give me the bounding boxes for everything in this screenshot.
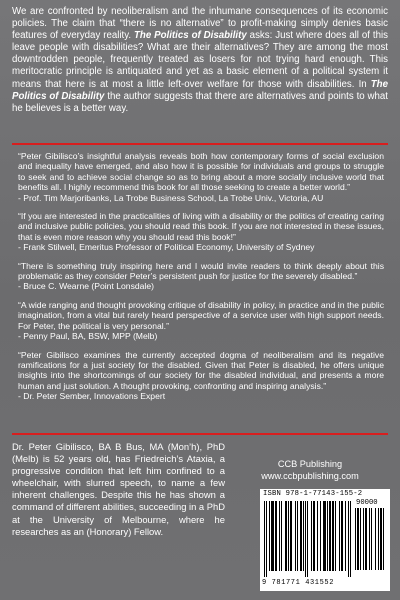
barcode-bar	[378, 508, 379, 570]
endorsement-3	[18, 261, 384, 292]
ean-barcode	[264, 501, 354, 579]
endorsement-text: “Peter Gibilisco examines the currently accepted dogma of neoliberalism and its negative ramifications for a just society for the disabled. Given that Peter is disabled, he offers unique insights into the shortcomings of our society for the disabled individual, and presents a more human and just solution. A thought provoking, confronting and inspiring analysis.”	[18, 349, 384, 391]
endorsement-4	[18, 300, 384, 342]
barcode-bar	[317, 501, 318, 571]
barcode-bar	[341, 501, 343, 571]
endorsement-2	[18, 211, 384, 253]
barcode-bar	[383, 508, 384, 570]
endorsement-text: “If you are interested in the practicalities of living with a disability or the politics of creating caring and inclusive public policies, you should read this book. If you are not interested in these issues, that is even more reason why you should read this book!”	[18, 211, 384, 242]
barcode-bar	[332, 501, 334, 571]
book-title-1: The Politics of Disability	[134, 30, 247, 42]
barcode-bar	[303, 501, 304, 571]
barcode-bar	[305, 501, 306, 577]
barcode-bar	[290, 501, 292, 571]
endorsement-1	[18, 151, 384, 203]
barcode-bar	[360, 508, 361, 570]
barcode-bar	[285, 501, 287, 571]
barcode-bar	[275, 501, 277, 571]
barcode-bar	[269, 501, 270, 571]
barcode-bar	[320, 501, 321, 571]
barcode-bar	[339, 501, 340, 571]
barcode-bar	[288, 501, 289, 571]
barcode-bar	[295, 501, 296, 571]
intro-paragraph	[12, 6, 388, 115]
barcode-bar	[307, 501, 308, 577]
endorsement-author: - Penny Paul, BA, BSW, MPP (Melb)	[18, 331, 158, 342]
price-code: 90000	[356, 499, 378, 507]
endorsement-author: - Bruce C. Wearne (Point Lonsdale)	[18, 281, 154, 292]
endorsement-text: “A wide ranging and thought provoking critique of disability in policy, in practice and in the public imagination, from a vital but rarely heard perspective of a service user with high support needs. For Peter, the political is very personal.”	[18, 299, 384, 331]
barcode-bar	[365, 508, 367, 570]
barcode-bar	[375, 508, 376, 570]
endorsement-author: - Prof. Tim Marjoribanks, La Trobe Business School, La Trobe Univ., Victoria, AU	[18, 192, 324, 203]
barcode-bar	[297, 501, 298, 571]
publisher-name: CCB Publishing	[277, 459, 343, 469]
barcode-bar	[335, 501, 336, 571]
barcode-box	[260, 489, 390, 591]
barcode-bar	[271, 501, 274, 571]
intro-text-2: asks: Just where does all of this leave people with disabilities? What are their alternatives? They are among the most downtrodden people, frequently treated as losers for not trying hard enough. This meritocratic principle is antiquated and yet as a basic element of a political system it means that here is at most a little left-over welfare for those with disabilities. In	[12, 30, 388, 90]
publisher-url[interactable]: www.ccbpublishing.com	[261, 470, 359, 481]
barcode-bar	[369, 508, 370, 570]
endorsement-text: “Peter Gibilisco’s insightful analysis reveals both how contemporary forms of social exclusion and inequality have emerged, and also how it is possible for individuals and groups to struggle to seek and to achieve social change so as to bring about a more socially inclusive world that benefits all. I highly recommend this book for all those seeking to create a better world.”	[18, 151, 384, 193]
red-divider-bottom	[12, 433, 388, 435]
barcode-bar	[279, 501, 280, 571]
intro-text-3: the author suggests that there are alternatives and points to what he believes is a better way.	[12, 90, 388, 114]
barcode-bar	[327, 501, 328, 571]
barcode-bar	[380, 508, 382, 570]
barcode-bar	[266, 501, 267, 577]
barcode-bar	[300, 501, 302, 571]
book-title-2: The Politics of Disability	[12, 78, 388, 102]
barcode-bar	[329, 501, 331, 571]
endorsements	[18, 151, 384, 410]
barcode-bar	[355, 508, 356, 570]
barcode-bar	[357, 508, 359, 570]
endorsement-text: “There is something truly inspiring here and I would invite readers to think deeply about this problematic as they consider Peter’s persistent push for justice for the severely disabled.”	[18, 260, 384, 282]
barcode-bar	[323, 501, 326, 571]
barcode-bar	[281, 501, 282, 571]
barcode-digits: 9 781771 431552	[262, 579, 335, 587]
author-bio: Dr. Peter Gibilisco, BA B Bus, MA (Mon’h), PhD (Melb) is 52 years old, has Friedreich’s Ataxia, a progressive condition that left him confined to a wheelchair, with slurred speech, to name a few inherent challenges. Despite this he has shown a command of different abilities, succeeding in a PhD at the University of Melbourne, where he researches as an (Honorary) Fellow.	[12, 441, 225, 537]
barcode-bar	[348, 501, 349, 577]
barcode-bar	[350, 501, 351, 577]
barcode-bar	[264, 501, 265, 577]
intro-text-1: We are confronted by neoliberalism and the inhumane consequences of its economic policies. The claim that “there is no alternative” to profit-making simply denies basic features of everyday reality.	[12, 6, 388, 42]
publisher-block	[232, 459, 388, 482]
barcode-bar	[311, 501, 312, 571]
barcode-bar	[345, 501, 346, 571]
price-barcode	[355, 508, 387, 576]
endorsement-5	[18, 350, 384, 402]
barcode-bar	[363, 508, 364, 570]
endorsement-author: - Frank Stilwell, Emeritus Professor of Political Economy, University of Sydney	[18, 242, 315, 253]
red-divider-top	[12, 143, 388, 145]
endorsement-author: - Dr. Peter Sember, Innovations Expert	[18, 391, 166, 402]
barcode-bar	[371, 508, 372, 570]
barcode-bar	[313, 501, 315, 571]
isbn-label: ISBN 978-1-77143-155-2	[263, 490, 363, 498]
